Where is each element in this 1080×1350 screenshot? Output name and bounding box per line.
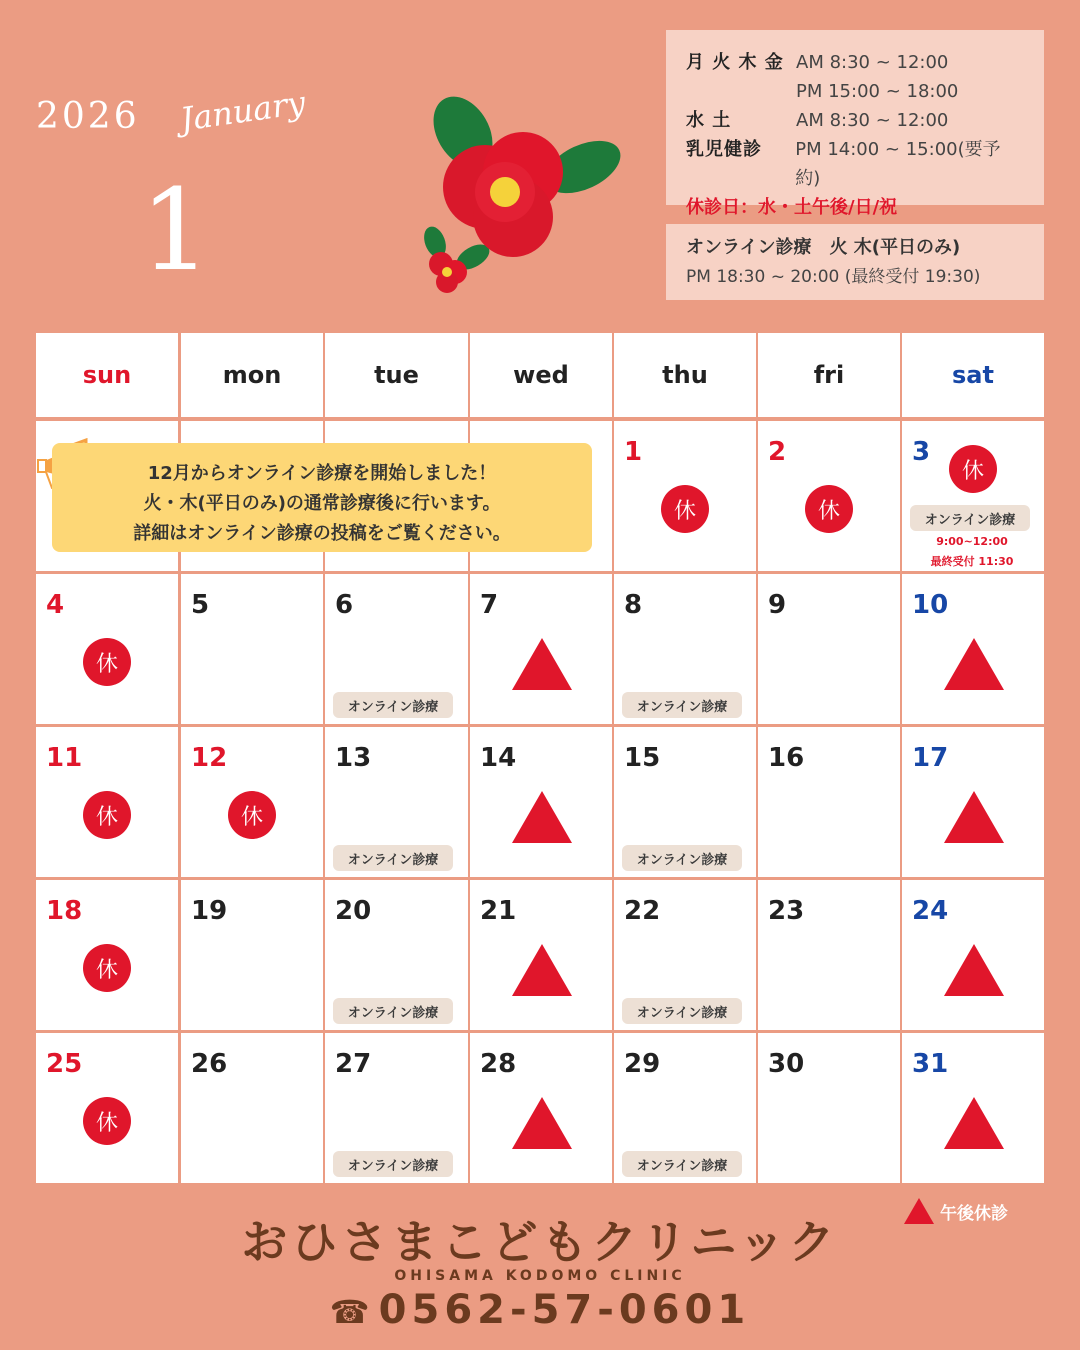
day-number: 12 bbox=[191, 743, 228, 773]
day-cell bbox=[325, 880, 468, 1030]
day-cell bbox=[614, 880, 756, 1030]
day-number: 15 bbox=[624, 743, 661, 773]
day-number: 23 bbox=[768, 896, 805, 926]
afternoon-closed-triangle-icon bbox=[512, 791, 572, 843]
day-number: 7 bbox=[480, 590, 499, 620]
hours-days: 月 火 木 金 bbox=[686, 52, 784, 73]
day-cell bbox=[36, 1033, 178, 1183]
weekday-header-mon: mon bbox=[181, 333, 323, 417]
online-hours: 9:00~12:00 bbox=[936, 535, 1008, 548]
afternoon-closed-triangle-icon bbox=[944, 944, 1004, 996]
closed-badge: 休 bbox=[661, 485, 709, 533]
day-cell bbox=[470, 880, 612, 1030]
online-time: PM 18:30 ~ 20:00 (最終受付 19:30) bbox=[686, 267, 981, 287]
day-cell bbox=[758, 421, 900, 571]
clinic-hours-panel bbox=[666, 30, 1044, 218]
notice-line: 火・木(平日のみ)の通常診療後に行います。 bbox=[143, 493, 501, 514]
day-number: 17 bbox=[912, 743, 949, 773]
hours-time: AM 8:30 ~ 12:00 bbox=[796, 52, 949, 73]
day-number: 2 bbox=[768, 437, 787, 467]
online-tag: オンライン診療 bbox=[333, 1151, 453, 1177]
day-number: 16 bbox=[768, 743, 805, 773]
hours-time: PM 15:00 ~ 18:00 bbox=[796, 81, 959, 102]
phone-text: 0562-57-0601 bbox=[378, 1287, 751, 1333]
clinic-logo: おひさまこどもクリニック bbox=[241, 1215, 839, 1269]
day-number: 1 bbox=[624, 437, 643, 467]
online-title: オンライン診療 火 木(平日のみ) bbox=[686, 237, 961, 258]
day-number: 26 bbox=[191, 1049, 228, 1079]
online-last-reception: 最終受付 11:30 bbox=[930, 555, 1014, 568]
day-number: 24 bbox=[912, 896, 949, 926]
day-cell bbox=[325, 574, 468, 724]
closed-badge: 休 bbox=[83, 944, 131, 992]
online-tag: オンライン診療 bbox=[622, 692, 742, 718]
day-number: 21 bbox=[480, 896, 517, 926]
day-number: 13 bbox=[335, 743, 372, 773]
day-number: 10 bbox=[912, 590, 949, 620]
closed-badge: 休 bbox=[83, 1097, 131, 1145]
hours-days bbox=[686, 77, 796, 106]
day-number: 25 bbox=[46, 1049, 83, 1079]
online-tag: オンライン診療 bbox=[622, 1151, 742, 1177]
hours-row bbox=[686, 135, 1024, 193]
day-cell bbox=[36, 574, 178, 724]
day-number: 4 bbox=[46, 590, 65, 620]
hours-row bbox=[686, 77, 1024, 106]
phone-number[interactable] bbox=[0, 1287, 1080, 1333]
day-number: 31 bbox=[912, 1049, 949, 1079]
day-number: 11 bbox=[46, 743, 83, 773]
online-tag: オンライン診療 bbox=[333, 998, 453, 1024]
day-number: 5 bbox=[191, 590, 210, 620]
weekday-header-sun: sun bbox=[36, 333, 178, 417]
day-cell bbox=[181, 880, 323, 1030]
day-cell bbox=[614, 574, 756, 724]
day-number: 9 bbox=[768, 590, 787, 620]
hours-days: 水 土 bbox=[686, 110, 732, 131]
day-cell bbox=[325, 727, 468, 877]
afternoon-closed-triangle-icon bbox=[944, 791, 1004, 843]
day-cell bbox=[902, 727, 1044, 877]
weekday-header-tue: tue bbox=[325, 333, 468, 417]
day-number: 19 bbox=[191, 896, 228, 926]
notice-line: 12月からオンライン診療を開始しました！ bbox=[147, 463, 497, 484]
closed-badge: 休 bbox=[949, 445, 997, 493]
day-cell bbox=[470, 1033, 612, 1183]
online-tag: オンライン診療 bbox=[333, 845, 453, 871]
day-cell bbox=[181, 727, 323, 877]
day-number: 28 bbox=[480, 1049, 517, 1079]
day-number: 27 bbox=[335, 1049, 372, 1079]
notice-line: 詳細はオンライン診療の投稿をご覧ください。 bbox=[133, 523, 511, 544]
day-cell bbox=[614, 421, 756, 571]
day-cell bbox=[902, 1033, 1044, 1183]
day-number: 20 bbox=[335, 896, 372, 926]
day-cell bbox=[758, 1033, 900, 1183]
day-cell bbox=[758, 880, 900, 1030]
closed-badge: 休 bbox=[83, 638, 131, 686]
day-cell bbox=[36, 880, 178, 1030]
hours-time: AM 8:30 ~ 12:00 bbox=[796, 110, 949, 131]
legend-label: 午後休診 bbox=[940, 1203, 1008, 1224]
day-cell bbox=[614, 727, 756, 877]
closed-badge: 休 bbox=[805, 485, 853, 533]
hours-row bbox=[686, 48, 1024, 77]
day-number: 3 bbox=[912, 437, 931, 467]
day-cell bbox=[614, 1033, 756, 1183]
day-cell bbox=[902, 421, 1044, 571]
day-number: 6 bbox=[335, 590, 354, 620]
day-number: 30 bbox=[768, 1049, 805, 1079]
online-tag: オンライン診療 bbox=[333, 692, 453, 718]
afternoon-closed-triangle-icon bbox=[512, 1097, 572, 1149]
day-cell bbox=[902, 880, 1044, 1030]
afternoon-closed-triangle-icon bbox=[944, 1097, 1004, 1149]
day-number: 22 bbox=[624, 896, 661, 926]
hours-time: PM 14:00 ~ 15:00(要予約) bbox=[795, 139, 1001, 189]
weekday-header-wed: wed bbox=[470, 333, 612, 417]
day-cell bbox=[758, 574, 900, 724]
day-number: 29 bbox=[624, 1049, 661, 1079]
day-cell bbox=[325, 1033, 468, 1183]
day-cell bbox=[902, 574, 1044, 724]
afternoon-closed-triangle-icon bbox=[944, 638, 1004, 690]
phone-icon: ☎ bbox=[329, 1293, 375, 1331]
closed-badge: 休 bbox=[83, 791, 131, 839]
day-number: 14 bbox=[480, 743, 517, 773]
month-name: January bbox=[177, 83, 308, 139]
hours-row bbox=[686, 106, 1024, 135]
day-cell bbox=[181, 574, 323, 724]
online-notice-banner bbox=[52, 443, 592, 552]
day-cell bbox=[470, 727, 612, 877]
closed-days: 休診日：水・土午後/日/祝 bbox=[686, 197, 898, 218]
online-tag: オンライン診療 bbox=[622, 845, 742, 871]
clinic-name-en: OHISAMA KODOMO CLINIC bbox=[394, 1268, 686, 1284]
online-tag: オンライン診療 bbox=[622, 998, 742, 1024]
afternoon-closed-triangle-icon bbox=[512, 944, 572, 996]
day-number: 18 bbox=[46, 896, 83, 926]
day-cell bbox=[758, 727, 900, 877]
day-cell bbox=[36, 727, 178, 877]
closed-badge: 休 bbox=[228, 791, 276, 839]
month-number: 1 bbox=[140, 166, 212, 296]
year: 2026 bbox=[36, 96, 140, 137]
online-consultation-panel bbox=[666, 224, 1044, 300]
hours-days: 乳児健診 bbox=[686, 139, 762, 160]
online-tag: オンライン診療 bbox=[910, 505, 1030, 531]
day-cell bbox=[181, 1033, 323, 1183]
day-number: 8 bbox=[624, 590, 643, 620]
weekday-header-fri: fri bbox=[758, 333, 900, 417]
weekday-header-thu: thu bbox=[614, 333, 756, 417]
day-cell bbox=[470, 574, 612, 724]
weekday-header-sat: sat bbox=[902, 333, 1044, 417]
afternoon-closed-triangle-icon bbox=[512, 638, 572, 690]
camellia-flower-icon bbox=[405, 92, 625, 302]
